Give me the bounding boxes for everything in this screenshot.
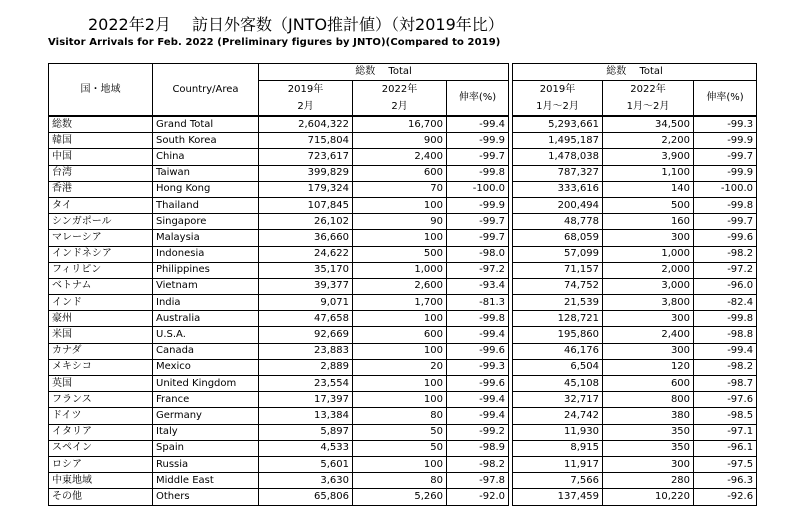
cell-region-ja: 英国 bbox=[49, 376, 153, 392]
cell-cumulative-2019: 1,478,038 bbox=[513, 149, 603, 165]
header-region-en: Country/Area bbox=[153, 64, 259, 117]
cell-month-2019: 26,102 bbox=[259, 214, 353, 230]
cell-month-2022: 100 bbox=[353, 197, 447, 213]
cell-month-rate: -98.0 bbox=[447, 246, 509, 262]
cell-region-en: Germany bbox=[153, 408, 259, 424]
cell-cumulative-2022: 300 bbox=[603, 343, 694, 359]
cell-cumulative-2022: 2,000 bbox=[603, 262, 694, 278]
cell-month-2022: 100 bbox=[353, 343, 447, 359]
cell-month-rate: -99.2 bbox=[447, 424, 509, 440]
cell-cumulative-rate: -82.4 bbox=[694, 295, 757, 311]
table-row bbox=[49, 230, 757, 246]
cell-cumulative-2019: 48,778 bbox=[513, 214, 603, 230]
table-row bbox=[49, 440, 757, 456]
cell-region-ja: 中国 bbox=[49, 149, 153, 165]
header-month-rate: 伸率(%) bbox=[447, 81, 509, 117]
cell-month-2019: 92,669 bbox=[259, 327, 353, 343]
cell-cumulative-2019: 200,494 bbox=[513, 197, 603, 213]
cell-region-en: Spain bbox=[153, 440, 259, 456]
cell-month-2019: 23,883 bbox=[259, 343, 353, 359]
cell-region-en: U.S.A. bbox=[153, 327, 259, 343]
cell-cumulative-rate: -99.7 bbox=[694, 149, 757, 165]
cell-month-rate: -99.8 bbox=[447, 165, 509, 181]
cell-cumulative-2019: 21,539 bbox=[513, 295, 603, 311]
table-row bbox=[49, 133, 757, 149]
cell-cumulative-rate: -98.7 bbox=[694, 376, 757, 392]
header-cumulative-2022: 2022年 bbox=[603, 81, 694, 99]
cell-region-en: Singapore bbox=[153, 214, 259, 230]
cell-region-en: Canada bbox=[153, 343, 259, 359]
cell-cumulative-2019: 787,327 bbox=[513, 165, 603, 181]
cell-month-2022: 70 bbox=[353, 181, 447, 197]
header-cumulative-total: 総数 Total bbox=[513, 64, 757, 81]
cell-cumulative-2019: 74,752 bbox=[513, 278, 603, 294]
cell-cumulative-2019: 32,717 bbox=[513, 392, 603, 408]
cell-cumulative-2019: 57,099 bbox=[513, 246, 603, 262]
cell-month-2019: 13,384 bbox=[259, 408, 353, 424]
table-row bbox=[49, 456, 757, 472]
cell-cumulative-2019: 195,860 bbox=[513, 327, 603, 343]
table-row bbox=[49, 327, 757, 343]
cell-cumulative-2022: 3,900 bbox=[603, 149, 694, 165]
cell-month-rate: -99.7 bbox=[447, 214, 509, 230]
page-subtitle: Visitor Arrivals for Feb. 2022 (Preliminary figures by JNTO)(Compared to 2019) bbox=[48, 37, 501, 48]
cell-month-2019: 4,533 bbox=[259, 440, 353, 456]
cell-cumulative-2019: 333,616 bbox=[513, 181, 603, 197]
cell-cumulative-rate: -99.8 bbox=[694, 197, 757, 213]
cell-month-2019: 5,601 bbox=[259, 456, 353, 472]
cell-region-ja: 米国 bbox=[49, 327, 153, 343]
cell-cumulative-2022: 140 bbox=[603, 181, 694, 197]
cell-month-2019: 715,804 bbox=[259, 133, 353, 149]
cell-cumulative-2022: 300 bbox=[603, 311, 694, 327]
cell-month-2019: 107,845 bbox=[259, 197, 353, 213]
cell-cumulative-2019: 11,930 bbox=[513, 424, 603, 440]
cell-month-2022: 5,260 bbox=[353, 489, 447, 505]
cell-cumulative-2019: 128,721 bbox=[513, 311, 603, 327]
cell-region-ja: 香港 bbox=[49, 181, 153, 197]
cell-cumulative-rate: -98.8 bbox=[694, 327, 757, 343]
cell-cumulative-2022: 280 bbox=[603, 473, 694, 489]
cell-region-en: Middle East bbox=[153, 473, 259, 489]
cell-month-2022: 90 bbox=[353, 214, 447, 230]
cell-cumulative-2022: 10,220 bbox=[603, 489, 694, 505]
header-cumulative-rate: 伸率(%) bbox=[694, 81, 757, 117]
cell-region-ja: メキシコ bbox=[49, 359, 153, 375]
table-row bbox=[49, 262, 757, 278]
cell-month-2022: 500 bbox=[353, 246, 447, 262]
cell-region-ja: インド bbox=[49, 295, 153, 311]
cell-month-rate: -99.4 bbox=[447, 116, 509, 133]
cell-month-2019: 47,658 bbox=[259, 311, 353, 327]
cell-region-ja: 台湾 bbox=[49, 165, 153, 181]
cell-cumulative-2022: 300 bbox=[603, 230, 694, 246]
cell-region-ja: 総数 bbox=[49, 116, 153, 133]
cell-cumulative-2019: 8,915 bbox=[513, 440, 603, 456]
cell-month-2022: 100 bbox=[353, 230, 447, 246]
cell-region-en: France bbox=[153, 392, 259, 408]
cell-cumulative-2022: 160 bbox=[603, 214, 694, 230]
cell-region-en: Russia bbox=[153, 456, 259, 472]
cell-cumulative-rate: -97.1 bbox=[694, 424, 757, 440]
cell-region-en: Grand Total bbox=[153, 116, 259, 133]
cell-region-ja: イタリア bbox=[49, 424, 153, 440]
cell-month-2022: 16,700 bbox=[353, 116, 447, 133]
cell-month-2019: 23,554 bbox=[259, 376, 353, 392]
cell-cumulative-2022: 350 bbox=[603, 440, 694, 456]
cell-region-en: Philippines bbox=[153, 262, 259, 278]
header-month-2022: 2022年 bbox=[353, 81, 447, 99]
cell-cumulative-2019: 7,566 bbox=[513, 473, 603, 489]
cell-cumulative-2019: 46,176 bbox=[513, 343, 603, 359]
header-month-2022-sub: 2月 bbox=[353, 98, 447, 116]
table-row bbox=[49, 311, 757, 327]
cell-cumulative-2019: 68,059 bbox=[513, 230, 603, 246]
cell-cumulative-rate: -97.6 bbox=[694, 392, 757, 408]
cell-month-2019: 3,630 bbox=[259, 473, 353, 489]
cell-month-2019: 2,889 bbox=[259, 359, 353, 375]
cell-month-rate: -99.4 bbox=[447, 392, 509, 408]
cell-cumulative-2019: 71,157 bbox=[513, 262, 603, 278]
table-row bbox=[49, 165, 757, 181]
cell-cumulative-rate: -92.6 bbox=[694, 489, 757, 505]
cell-region-ja: フィリピン bbox=[49, 262, 153, 278]
cell-cumulative-2022: 500 bbox=[603, 197, 694, 213]
cell-month-2022: 600 bbox=[353, 327, 447, 343]
cell-cumulative-rate: -99.3 bbox=[694, 116, 757, 133]
table-row bbox=[49, 343, 757, 359]
table-row bbox=[49, 214, 757, 230]
cell-month-rate: -97.2 bbox=[447, 262, 509, 278]
table-row bbox=[49, 392, 757, 408]
cell-cumulative-rate: -99.7 bbox=[694, 214, 757, 230]
cell-cumulative-rate: -97.2 bbox=[694, 262, 757, 278]
cell-cumulative-2019: 1,495,187 bbox=[513, 133, 603, 149]
cell-month-2022: 2,400 bbox=[353, 149, 447, 165]
cell-region-ja: その他 bbox=[49, 489, 153, 505]
cell-month-2019: 9,071 bbox=[259, 295, 353, 311]
cell-cumulative-2022: 300 bbox=[603, 456, 694, 472]
cell-region-en: Italy bbox=[153, 424, 259, 440]
table-row bbox=[49, 473, 757, 489]
table-row bbox=[49, 295, 757, 311]
cell-region-ja: 韓国 bbox=[49, 133, 153, 149]
cell-cumulative-2022: 380 bbox=[603, 408, 694, 424]
cell-region-ja: シンガポール bbox=[49, 214, 153, 230]
page-title: 2022年2月 訪日外客数（JNTO推計値）（対2019年比） bbox=[88, 15, 504, 34]
cell-month-rate: -98.2 bbox=[447, 456, 509, 472]
cell-region-en: Others bbox=[153, 489, 259, 505]
cell-month-2019: 2,604,322 bbox=[259, 116, 353, 133]
cell-cumulative-2022: 2,400 bbox=[603, 327, 694, 343]
cell-month-2022: 600 bbox=[353, 165, 447, 181]
table-row bbox=[49, 359, 757, 375]
cell-month-rate: -99.3 bbox=[447, 359, 509, 375]
cell-cumulative-2019: 24,742 bbox=[513, 408, 603, 424]
cell-month-2022: 100 bbox=[353, 376, 447, 392]
cell-cumulative-rate: -99.9 bbox=[694, 165, 757, 181]
cell-region-ja: 中東地域 bbox=[49, 473, 153, 489]
cell-region-en: Indonesia bbox=[153, 246, 259, 262]
cell-month-rate: -93.4 bbox=[447, 278, 509, 294]
cell-month-2019: 17,397 bbox=[259, 392, 353, 408]
cell-month-2019: 723,617 bbox=[259, 149, 353, 165]
cell-region-ja: ドイツ bbox=[49, 408, 153, 424]
table-row bbox=[49, 278, 757, 294]
cell-month-rate: -99.6 bbox=[447, 376, 509, 392]
cell-cumulative-rate: -96.1 bbox=[694, 440, 757, 456]
cell-cumulative-rate: -96.0 bbox=[694, 278, 757, 294]
cell-cumulative-2022: 600 bbox=[603, 376, 694, 392]
cell-region-en: Mexico bbox=[153, 359, 259, 375]
cell-cumulative-2019: 137,459 bbox=[513, 489, 603, 505]
cell-month-rate: -99.4 bbox=[447, 408, 509, 424]
cell-cumulative-2019: 11,917 bbox=[513, 456, 603, 472]
cell-region-ja: フランス bbox=[49, 392, 153, 408]
cell-month-2022: 80 bbox=[353, 408, 447, 424]
cell-region-ja: インドネシア bbox=[49, 246, 153, 262]
table-row bbox=[49, 408, 757, 424]
cell-month-2022: 100 bbox=[353, 311, 447, 327]
cell-cumulative-rate: -100.0 bbox=[694, 181, 757, 197]
cell-region-en: Vietnam bbox=[153, 278, 259, 294]
cell-cumulative-2022: 1,100 bbox=[603, 165, 694, 181]
cell-region-ja: ベトナム bbox=[49, 278, 153, 294]
table-body bbox=[49, 116, 757, 505]
cell-cumulative-2022: 34,500 bbox=[603, 116, 694, 133]
cell-month-rate: -99.4 bbox=[447, 327, 509, 343]
cell-month-2019: 65,806 bbox=[259, 489, 353, 505]
cell-month-2022: 100 bbox=[353, 392, 447, 408]
table-row bbox=[49, 116, 757, 133]
header-month-total: 総数 Total bbox=[259, 64, 509, 81]
cell-cumulative-rate: -96.3 bbox=[694, 473, 757, 489]
table-row bbox=[49, 489, 757, 505]
cell-cumulative-rate: -99.4 bbox=[694, 343, 757, 359]
cell-month-2022: 50 bbox=[353, 440, 447, 456]
cell-month-rate: -99.9 bbox=[447, 133, 509, 149]
cell-month-2022: 80 bbox=[353, 473, 447, 489]
header-cumulative-2019: 2019年 bbox=[513, 81, 603, 99]
cell-month-rate: -97.8 bbox=[447, 473, 509, 489]
cell-month-rate: -99.6 bbox=[447, 343, 509, 359]
cell-cumulative-2022: 1,000 bbox=[603, 246, 694, 262]
cell-region-ja: ロシア bbox=[49, 456, 153, 472]
cell-month-rate: -81.3 bbox=[447, 295, 509, 311]
cell-month-rate: -99.7 bbox=[447, 230, 509, 246]
table-row bbox=[49, 424, 757, 440]
cell-month-2022: 1,000 bbox=[353, 262, 447, 278]
header-month-2019: 2019年 bbox=[259, 81, 353, 99]
cell-region-en: India bbox=[153, 295, 259, 311]
cell-cumulative-rate: -98.2 bbox=[694, 246, 757, 262]
cell-region-en: Thailand bbox=[153, 197, 259, 213]
cell-month-rate: -99.8 bbox=[447, 311, 509, 327]
cell-cumulative-2019: 45,108 bbox=[513, 376, 603, 392]
cell-region-en: China bbox=[153, 149, 259, 165]
cell-cumulative-rate: -99.6 bbox=[694, 230, 757, 246]
cell-month-rate: -99.9 bbox=[447, 197, 509, 213]
cell-region-ja: 豪州 bbox=[49, 311, 153, 327]
cell-month-2019: 399,829 bbox=[259, 165, 353, 181]
cell-month-2019: 5,897 bbox=[259, 424, 353, 440]
cell-cumulative-2022: 2,200 bbox=[603, 133, 694, 149]
cell-month-2022: 20 bbox=[353, 359, 447, 375]
cell-cumulative-rate: -99.8 bbox=[694, 311, 757, 327]
cell-region-ja: カナダ bbox=[49, 343, 153, 359]
cell-region-ja: マレーシア bbox=[49, 230, 153, 246]
header-month-2019-sub: 2月 bbox=[259, 98, 353, 116]
cell-cumulative-2022: 3,800 bbox=[603, 295, 694, 311]
cell-month-2022: 900 bbox=[353, 133, 447, 149]
cell-month-2022: 1,700 bbox=[353, 295, 447, 311]
table-row bbox=[49, 149, 757, 165]
cell-month-2022: 100 bbox=[353, 456, 447, 472]
cell-month-rate: -99.7 bbox=[447, 149, 509, 165]
header-cumulative-2022-sub: 1月～2月 bbox=[603, 98, 694, 116]
header-cumulative-2019-sub: 1月～2月 bbox=[513, 98, 603, 116]
cell-cumulative-rate: -97.5 bbox=[694, 456, 757, 472]
cell-region-en: United Kingdom bbox=[153, 376, 259, 392]
cell-region-en: South Korea bbox=[153, 133, 259, 149]
cell-cumulative-2022: 120 bbox=[603, 359, 694, 375]
cell-month-rate: -92.0 bbox=[447, 489, 509, 505]
cell-month-2019: 179,324 bbox=[259, 181, 353, 197]
cell-cumulative-2022: 800 bbox=[603, 392, 694, 408]
cell-region-ja: タイ bbox=[49, 197, 153, 213]
cell-month-2022: 2,600 bbox=[353, 278, 447, 294]
cell-cumulative-2019: 6,504 bbox=[513, 359, 603, 375]
cell-region-en: Taiwan bbox=[153, 165, 259, 181]
cell-month-2022: 50 bbox=[353, 424, 447, 440]
cell-month-rate: -100.0 bbox=[447, 181, 509, 197]
cell-cumulative-2022: 350 bbox=[603, 424, 694, 440]
table-row bbox=[49, 246, 757, 262]
cell-month-2019: 35,170 bbox=[259, 262, 353, 278]
cell-month-2019: 39,377 bbox=[259, 278, 353, 294]
cell-region-en: Malaysia bbox=[153, 230, 259, 246]
cell-cumulative-2019: 5,293,661 bbox=[513, 116, 603, 133]
cell-cumulative-rate: -99.9 bbox=[694, 133, 757, 149]
cell-region-en: Australia bbox=[153, 311, 259, 327]
cell-region-en: Hong Kong bbox=[153, 181, 259, 197]
cell-cumulative-rate: -98.2 bbox=[694, 359, 757, 375]
cell-month-rate: -98.9 bbox=[447, 440, 509, 456]
table-row bbox=[49, 197, 757, 213]
table-row bbox=[49, 376, 757, 392]
visitor-arrivals-table bbox=[48, 63, 757, 506]
cell-region-ja: スペイン bbox=[49, 440, 153, 456]
cell-month-2019: 36,660 bbox=[259, 230, 353, 246]
cell-cumulative-rate: -98.5 bbox=[694, 408, 757, 424]
cell-cumulative-2022: 3,000 bbox=[603, 278, 694, 294]
header-region-ja: 国・地域 bbox=[49, 64, 153, 117]
cell-month-2019: 24,622 bbox=[259, 246, 353, 262]
table-row bbox=[49, 181, 757, 197]
